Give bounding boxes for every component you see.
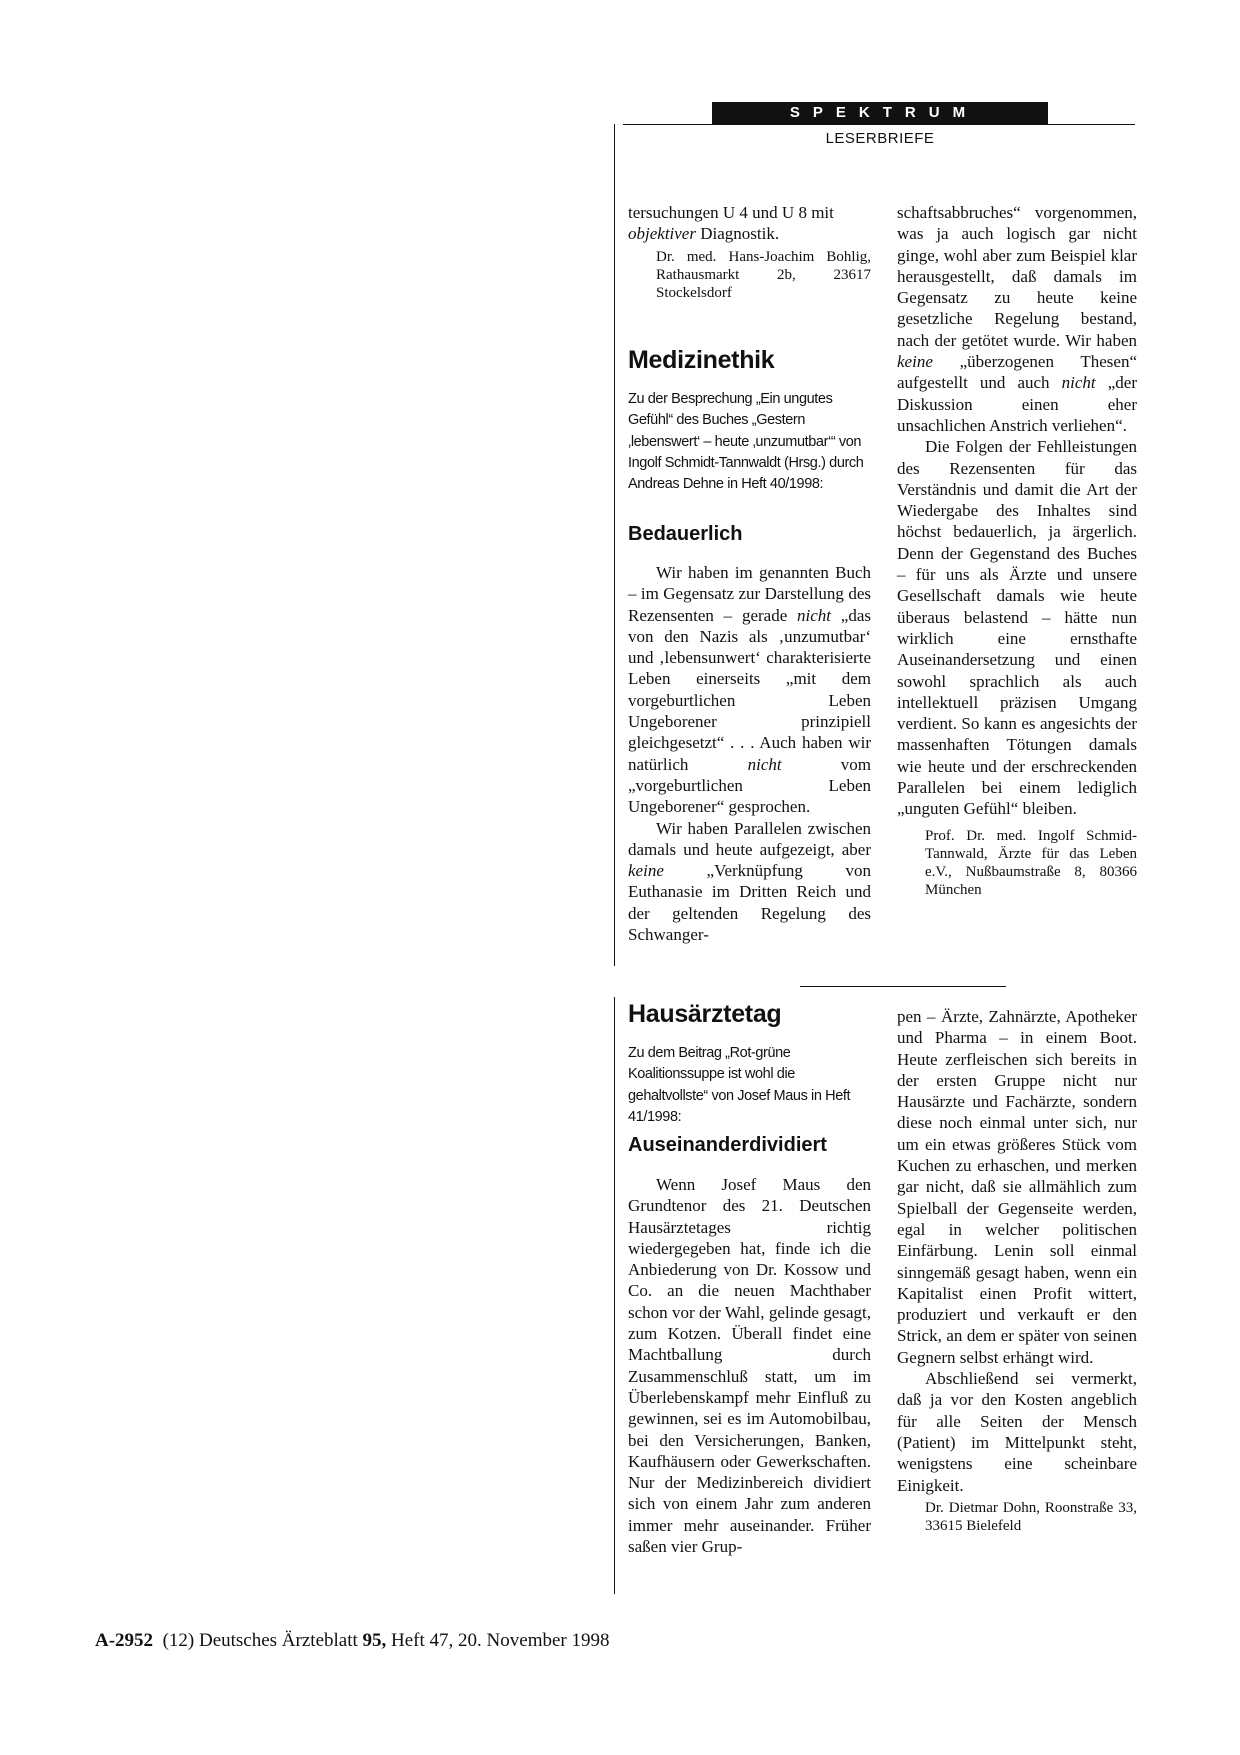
letter-title: Bedauerlich [628, 523, 743, 545]
text-run: schaftsabbruches“ vorgenommen, was ja auch logisch gar nicht ginge, wohl aber zum Beispiel klar herausgestellt, daß damals im Gegensatz zu heute keine gesetzliche Regelung bestand, nach der getötet wurde. Wir haben [897, 203, 1137, 350]
emphasis: nicht [1061, 373, 1096, 393]
emphasis: keine [628, 861, 664, 881]
column-divider-bottom [614, 997, 615, 1594]
paragraph: Abschließend sei vermerkt, daß ja vor den Kosten angeblich für alle Seiten der Mensch (Patient) im Mittelpunkt steht, wenigstens eine scheinbare Einigkeit. [897, 1369, 1137, 1495]
issue-date: Heft 47, 20. November 1998 [386, 1630, 610, 1651]
article-intro: Zu dem Beitrag „Rot-grüne Koalitionssuppe ist wohl die gehaltvollste“ von Josef Maus in Heft 41/1998: [628, 1045, 851, 1125]
paragraph [628, 818, 871, 946]
column-right-bottom [897, 1006, 1137, 1535]
text-run: vom „vorgeburtlichen Leben Ungeborener“ gesprochen. [628, 754, 871, 817]
emphasis: nicht [797, 605, 832, 625]
article-title: Medizinethik [628, 346, 775, 374]
paragraph [628, 562, 871, 818]
column-right-top [897, 202, 1137, 899]
article-title: Hausärztetag [628, 1000, 782, 1028]
column-left-top [628, 202, 871, 302]
text-run: „Verknüpfung von Euthanasie im Dritten Reich und der geltenden Regelung des Schwanger- [628, 861, 871, 945]
article-separator [800, 986, 1006, 987]
emphasis: objektiver [628, 224, 696, 244]
text-run: „der Diskussion einen eher unsachlichen Anstrich verliehen“. [897, 373, 1137, 435]
paragraph: pen – Ärzte, Zahnärzte, Apotheker und Pharma – in einem Boot. Heute zerfleischen sich bereits in der ersten Gruppe nicht nur Hausärzte und Fachärzte, sondern diese noch einmal unter sich, nur um ein etwas größeres Stück vom Kuchen zu erhaschen, und merken gar nicht, daß sie allmählich zum Spielball der Gegenseite werden, egal in welcher politischen Einfärbung. Lenin soll einmal sinngemäß gesagt haben, wenn ein Kapitalist einen Profit wittert, produziert und verkauft er den Strick, an dem er später von seinen Gegnern selbst erhängt wird. [897, 1007, 1137, 1367]
journal-issue: (12) Deutsches Ärzteblatt [162, 1630, 363, 1651]
signature: Dr. med. Hans-Joachim Bohlig, Rathausmarkt 2b, 23617 Stockelsdorf [656, 248, 871, 301]
paragraph: Die Folgen der Fehlleistungen des Rezensenten für das Verständnis und damit die Art der Wiedergabe des Inhaltes sind höchst bedauerlich, ja ärgerlich. Denn der Gegenstand des Buches – für uns als Ärzte und unsere Gesellschaft damals wie heute überaus belastend – hätte nun wirklich eine ernsthafte Auseinandersetzung und einen sowohl sprachlich als auch intellektuell präzisen Umgang verdient. So kann es angesichts der massenhaften Tötungen damals wie heute und der erschreckenden Parallelen bei einem lediglich „unguten Gefühl“ bleiben. [897, 437, 1137, 819]
page-footer [95, 1630, 610, 1652]
section-subtitle: LESERBRIEFE [825, 130, 935, 147]
column-left-body [628, 562, 871, 945]
column-divider-top [614, 124, 615, 966]
volume-number: 95, [362, 1630, 387, 1651]
signature: Dr. Dietmar Dohn, Roonstraße 33, 33615 Bielefeld [925, 1499, 1137, 1534]
paragraph: Wenn Josef Maus den Grundtenor des 21. Deutschen Hausärztetages richtig wiedergegeben hat, finde ich die Anbiederung von Dr. Kossow und Co. an die neuen Machthaber schon vor der Wahl, gelinde gesagt, zum Kotzen. Überall findet eine Machtballung durch Zusammenschluß statt, um im Überlebenskampf mehr Einfluß zu gewinnen, sei es im Automobilbau, bei den Versicherungen, Banken, Kaufhäusern oder Gewerkschaften. Nur der Medizinbereich dividiert sich von einem Jahr zum anderen immer mehr auseinander. Früher saßen vier Grup- [628, 1175, 871, 1557]
signature: Prof. Dr. med. Ingolf Schmid-Tannwald, Ärzte für das Leben e.V., Nußbaumstraße 8, 80366 München [925, 827, 1137, 898]
text-run: tersuchungen U 4 und U 8 mit [628, 203, 834, 222]
section-rule [623, 124, 1135, 125]
text-run: „das von den Nazis als ‚unzumutbar‘ und ‚lebensunwert‘ charakterisierte Leben einerseits „mit dem vorgeburtlichen Leben Ungeborener prinzipiell gleichgesetzt“ . . . Auch haben wir natürlich [628, 605, 871, 774]
letter-end-text [628, 202, 871, 245]
section-banner: SPEKTRUM [712, 102, 1048, 124]
emphasis: keine [897, 352, 933, 372]
emphasis: nicht [747, 754, 782, 774]
column-left-bottom [628, 1174, 871, 1557]
article-intro: Zu der Besprechung „Ein ungutes Gefühl“ des Buches „Gestern ‚lebenswert‘ – heute ‚unzumutbar‘“ von Ingolf Schmidt-Tannwaldt (Hrsg.) durch Andreas Dehne in Heft 40/1998: [628, 391, 864, 493]
text-run: Wir haben Parallelen zwischen damals und heute aufgezeigt, aber [628, 818, 871, 859]
letter-title: Auseinanderdividiert [628, 1134, 827, 1156]
text-run: Wir haben im genannten Buch – im Gegensatz zur Darstellung des Rezensenten – gerade [628, 563, 871, 625]
paragraph [897, 202, 1137, 436]
page-number: A-2952 [95, 1630, 154, 1651]
text-run: Diagnostik. [695, 224, 780, 244]
text-run: „überzogenen Thesen“ aufgestellt und auch [897, 352, 1137, 393]
